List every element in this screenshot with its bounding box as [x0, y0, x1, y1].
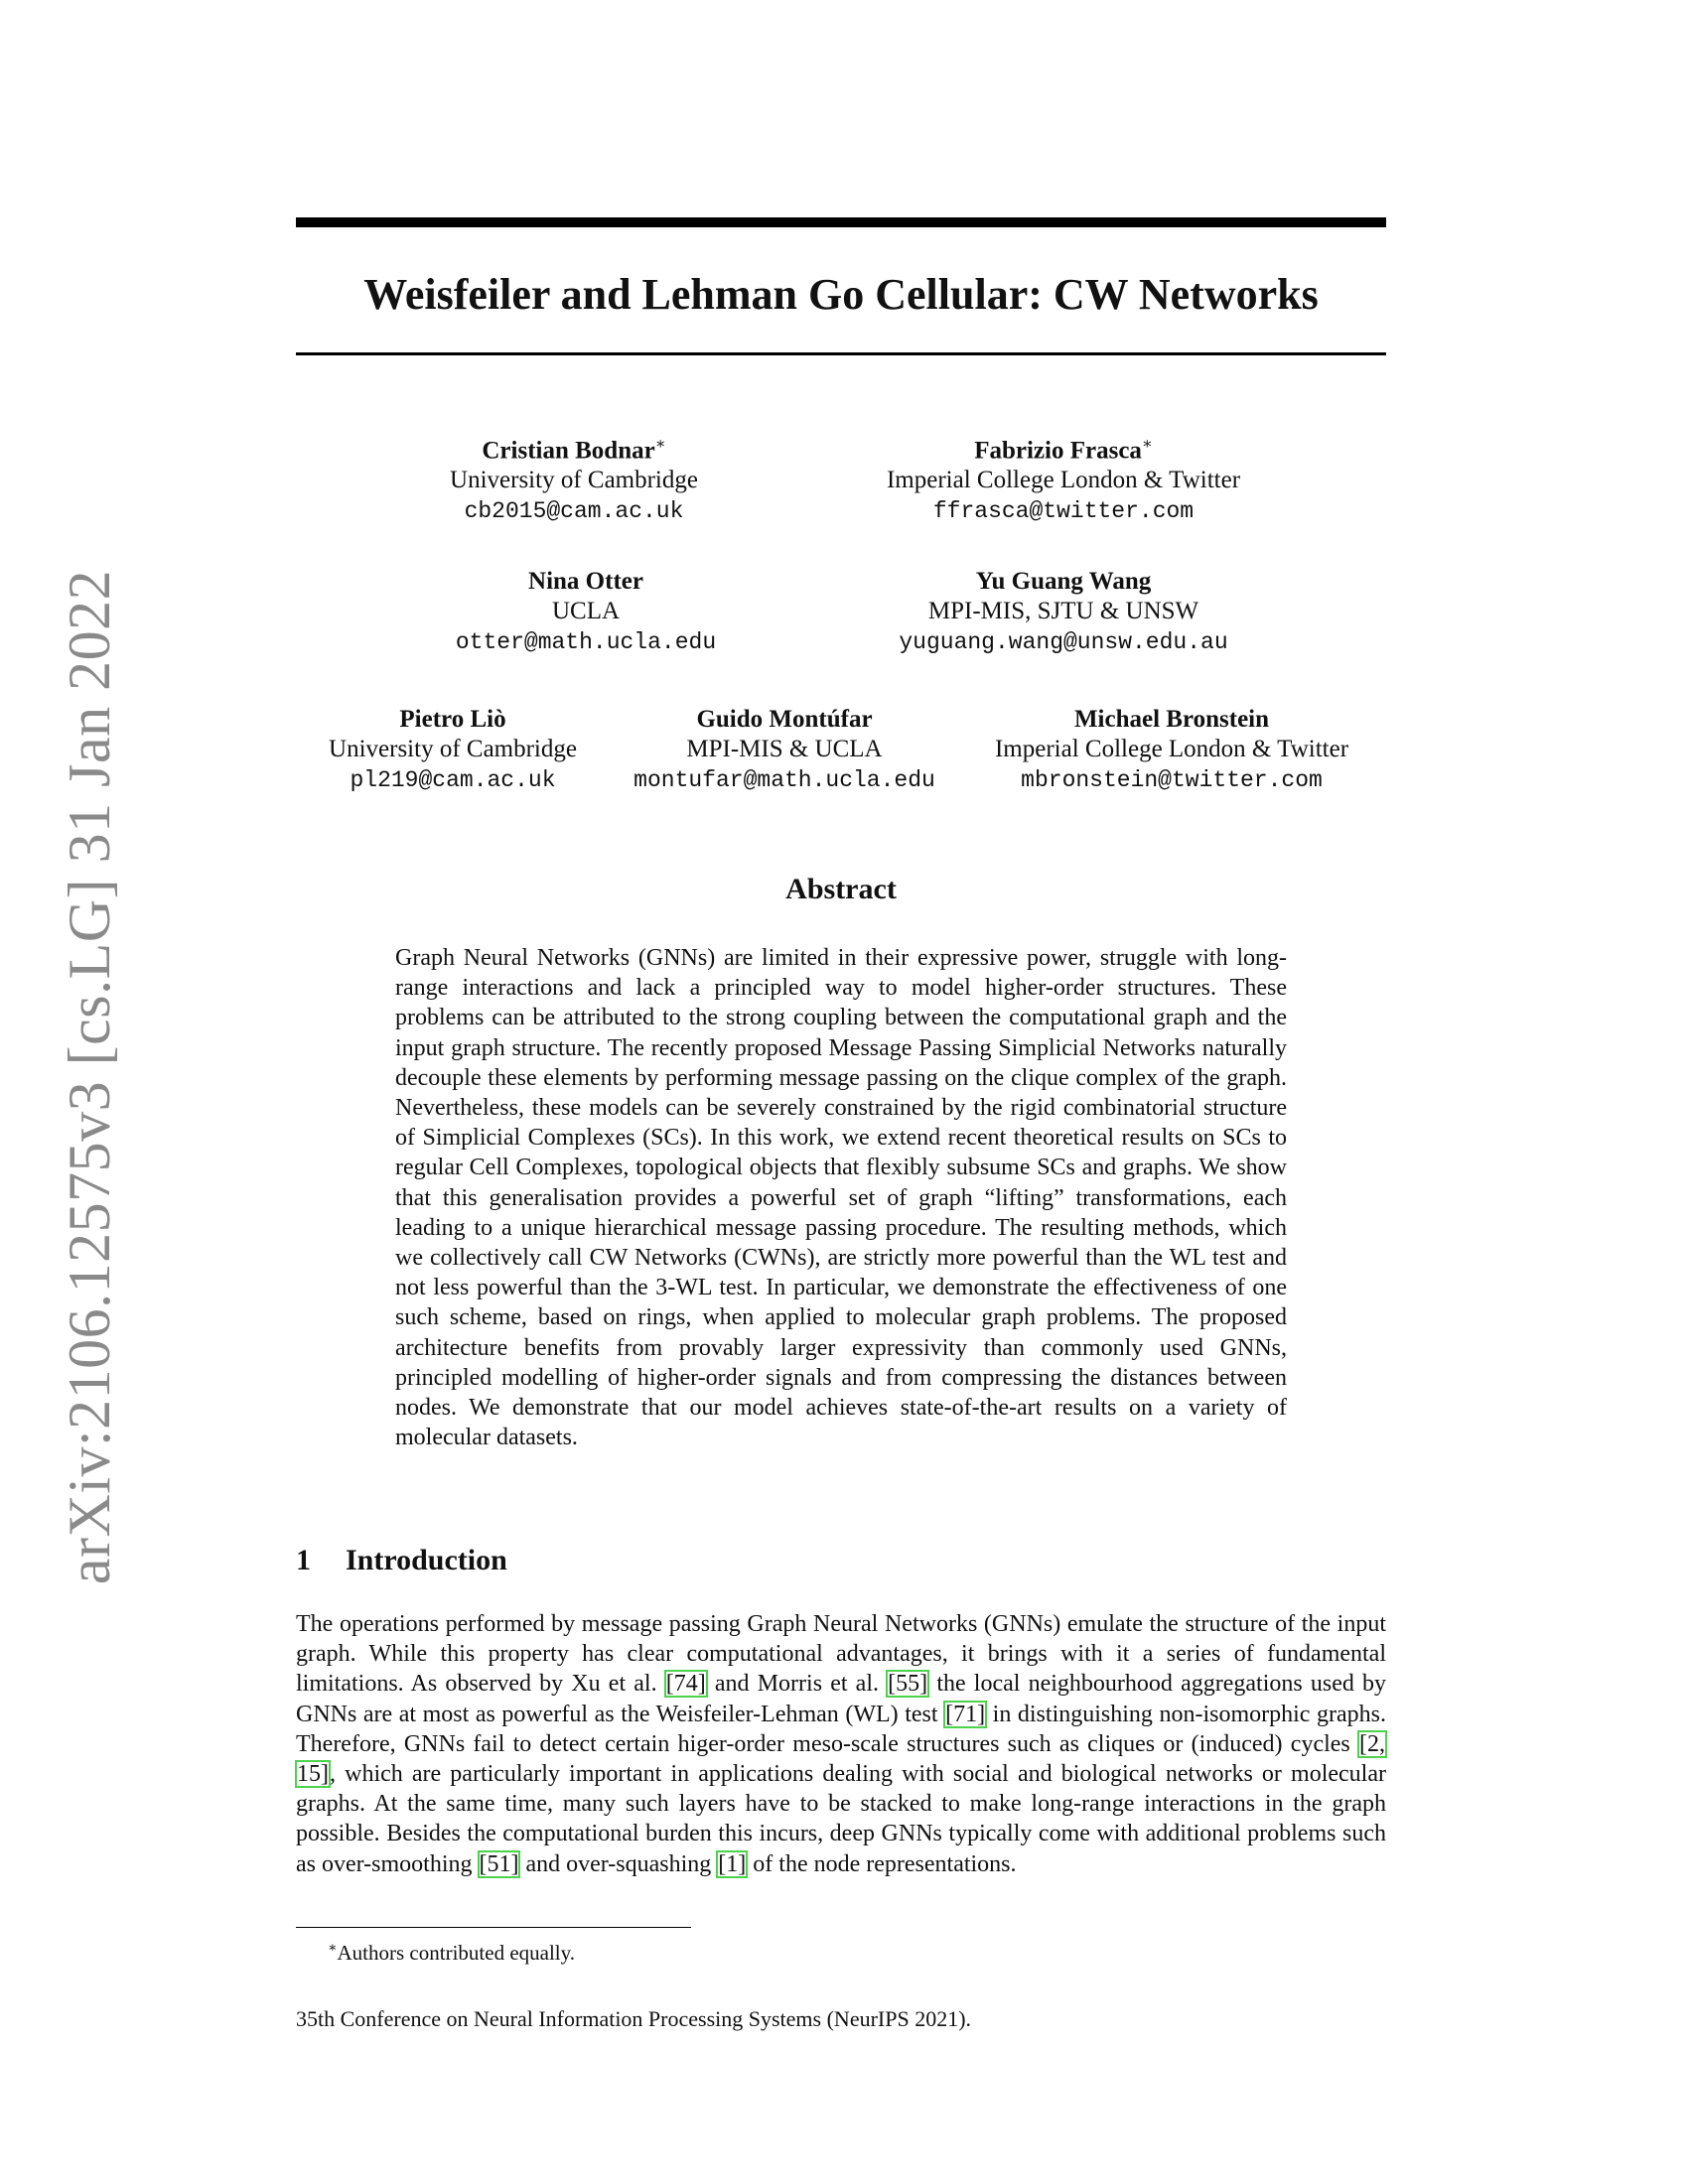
author-affiliation: MPI-MIS & UCLA — [686, 736, 883, 762]
author-email[interactable]: yuguang.wang@unsw.edu.au — [899, 629, 1228, 655]
author-block — [899, 567, 1227, 658]
author-name: Fabrizio Frasca∗ — [974, 436, 1153, 465]
author-block — [995, 705, 1348, 796]
footnote-rule — [296, 1927, 691, 1928]
citation-link[interactable]: [2, — [1359, 1730, 1385, 1757]
author-affiliation: Imperial College London & Twitter — [994, 736, 1349, 762]
author-email[interactable]: ffrasca@twitter.com — [932, 498, 1195, 525]
author-affiliation: University of Cambridge — [329, 736, 577, 762]
citation-link[interactable]: [74] — [665, 1671, 706, 1698]
author-affiliation: MPI-MIS, SJTU & UNSW — [927, 598, 1199, 624]
venue-note: 35th Conference on Neural Information Processing Systems (NeurIPS 2021). — [296, 2006, 972, 2031]
footnote-mark: ∗ — [328, 1941, 338, 1956]
abstract-text: Graph Neural Networks (GNNs) are limited in their expressive power, struggle with long-range interactions and lack a principled way to model higher-order structures. These problems can be attributed to the strong coupling between the computational graph and the input graph structure. The recently proposed Message Passing Simplicial Networks naturally decouple these elements by performing message passing on the clique complex of the graph. Nevertheless, these models can be severely constrained by the rigid combinatorial structure of Simplicial Complexes (SCs). In this work, we extend recent theoretical results on SCs to regular Cell Complexes, topological objects that flexibly subsume SCs and graphs. We show that this generalisation provides a powerful set of graph “lifting” transformations, each leading to a unique hierarchical message passing procedure. The resulting methods, which we collectively call CW Networks (CWNs), are strictly more powerful than the WL test and not less powerful than the 3-WL test. In particular, we demonstrate the effectiveness of one such scheme, based on rings, when applied to molecular graph problems. The proposed architecture benefits from provably larger expressivity than commonly used GNNs, principled modelling of higher-order signals and from compressing the distances between nodes. We demonstrate that our model achieves state-of-the-art results on a variety of molecular datasets. — [395, 945, 1287, 1451]
author-name: Pietro Liò — [399, 706, 506, 733]
author-name: Cristian Bodnar∗ — [482, 436, 666, 465]
author-name: Michael Bronstein — [1073, 706, 1270, 733]
author-block — [887, 430, 1240, 527]
author-name: Nina Otter — [528, 568, 643, 595]
author-email[interactable]: pl219@cam.ac.uk — [350, 767, 556, 793]
citation-link[interactable]: [71] — [945, 1701, 986, 1727]
section-title-text: Introduction — [346, 1544, 507, 1576]
abstract-heading: Abstract — [785, 873, 897, 905]
citation-link[interactable]: [55] — [888, 1671, 928, 1698]
author-affiliation: UCLA — [551, 598, 621, 624]
author-affiliation: University of Cambridge — [450, 467, 698, 494]
author-block — [456, 567, 716, 658]
author-name: Yu Guang Wang — [975, 568, 1152, 595]
arxiv-sidebar-stamp: arXiv:2106.12575v3 [cs.LG] 31 Jan 2022 — [57, 569, 122, 1585]
author-block — [633, 705, 935, 796]
introduction-paragraph: The operations performed by message passing Graph Neural Networks (GNNs) emulate the structure of the input graph. While this property has clear computational advantages, it brings with it a series of fundamental limitations. As observed by Xu et al. [74] and Morris et al. [55] the local neighbourhood aggregations used by GNNs are at most as powerful as the Weisfeiler-Lehman (WL) test [71] in distinguishing non-isomorphic graphs. Therefore, GNNs fail to detect certain higer-order meso-scale structures such as cliques or (induced) cycles [2, 15], which are particularly important in applications dealing with social and biological networks or molecular graphs. At the same time, many such layers have to be stacked to make long-range interactions in the graph possible. Besides the computational burden this incurs, deep GNNs typically come with additional problems such as over-smoothing [51] and over-squashing [1] of the node representations. — [296, 1611, 1387, 1877]
section-heading — [296, 1543, 1090, 1578]
paper-title: Weisfeiler and Lehman Go Cellular: CW Networks — [363, 270, 1319, 319]
author-block — [329, 705, 577, 796]
title-top-rule — [296, 217, 1386, 227]
footnote — [328, 1936, 575, 1966]
citation-link[interactable]: 15] — [297, 1761, 329, 1788]
author-email[interactable]: otter@math.ucla.edu — [455, 629, 717, 655]
citation-link[interactable]: [51] — [479, 1850, 519, 1877]
author-email[interactable]: montufar@math.ucla.edu — [633, 767, 935, 793]
author-email[interactable]: mbronstein@twitter.com — [1021, 767, 1323, 793]
author-block — [450, 430, 698, 527]
author-affiliation: Imperial College London & Twitter — [886, 467, 1241, 494]
title-bottom-rule — [296, 352, 1386, 355]
author-email[interactable]: cb2015@cam.ac.uk — [464, 498, 684, 525]
footnote-text: Authors contributed equally. — [337, 1941, 576, 1965]
section-number: 1 — [296, 1544, 311, 1576]
citation-link[interactable]: [1] — [718, 1850, 747, 1877]
author-name: Guido Montúfar — [696, 706, 873, 733]
